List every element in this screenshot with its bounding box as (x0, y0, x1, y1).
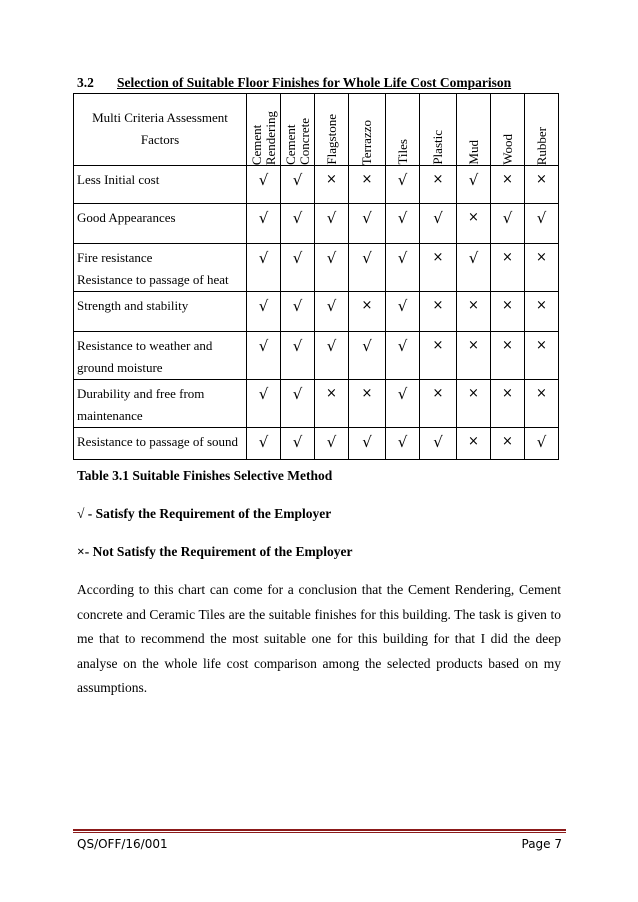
factor-cell (74, 332, 247, 380)
criteria-table (73, 93, 559, 460)
cross-mark: × (457, 204, 491, 244)
table-row (74, 166, 559, 204)
cross-mark: × (491, 244, 525, 292)
check-mark: √ (349, 244, 386, 292)
col-header-wood (491, 94, 525, 166)
factor-cell (74, 428, 247, 460)
cross-mark: × (420, 244, 457, 292)
table-row (74, 428, 559, 460)
cross-mark: × (491, 428, 525, 460)
cross-mark: × (420, 380, 457, 428)
col-text: Rendering (262, 110, 278, 165)
check-mark: √ (247, 166, 281, 204)
cross-mark: × (491, 380, 525, 428)
factor-line: Resistance to passage of sound (77, 434, 239, 449)
cross-mark: × (315, 166, 349, 204)
check-mark: √ (349, 204, 386, 244)
cross-mark: × (525, 166, 559, 204)
col-text: Plastic (430, 130, 445, 165)
footer-rule-thin (73, 832, 566, 833)
col-header-mud (457, 94, 491, 166)
legend-not-satisfy: ×- Not Satisfy the Requirement of the Employer (77, 544, 353, 559)
check-mark: √ (349, 428, 386, 460)
conclusion-paragraph: According to this chart can come for a conclusion that the Cement Rendering, Cement concrete and Ceramic Tiles are the suitable finishes for this building. The task is given to me that to recommend the most suitable one for this building for that I did the deep analyse on the whole life cost comparison among the selected products based on my assumptions. (77, 582, 561, 695)
check-mark: √ (281, 204, 315, 244)
cross-mark: × (491, 332, 525, 380)
check-mark: √ (386, 244, 420, 292)
factor-cell (74, 380, 247, 428)
factor-line: Good Appearances (77, 210, 176, 225)
factor-cell (74, 204, 247, 244)
cross-mark: × (457, 292, 491, 332)
col-text: Mud (465, 140, 481, 165)
col-header-cement-rendering (247, 94, 281, 166)
col-text: Rubber (533, 126, 549, 165)
criteria-table-body (74, 166, 559, 460)
cross-mark: × (420, 332, 457, 380)
col-text: Tiles (394, 139, 410, 165)
factor-line: Less Initial cost (77, 172, 160, 187)
col-text: Cement (282, 124, 298, 165)
factor-line: maintenance (77, 408, 143, 423)
cross-mark: × (315, 380, 349, 428)
factor-line: Fire resistance (77, 250, 153, 265)
factor-cell (74, 244, 247, 292)
cross-mark: × (457, 332, 491, 380)
check-mark: √ (281, 166, 315, 204)
cross-mark: × (525, 244, 559, 292)
factors-header (74, 94, 247, 166)
section-title: Selection of Suitable Floor Finishes for Whole Life Cost Comparison (117, 75, 512, 90)
check-mark: √ (349, 332, 386, 380)
check-mark: √ (281, 244, 315, 292)
check-mark: √ (386, 292, 420, 332)
footer-page-number: Page 7 (521, 837, 562, 851)
factor-line: Resistance to weather and (77, 338, 213, 353)
factors-header-line2: Factors (140, 132, 180, 147)
cross-mark: × (349, 380, 386, 428)
check-mark: √ (386, 166, 420, 204)
col-text: Cement (248, 124, 264, 165)
cross-mark: × (349, 292, 386, 332)
cross-mark: × (525, 332, 559, 380)
col-header-terrazzo (349, 94, 386, 166)
check-mark: √ (281, 428, 315, 460)
table-caption: Table 3.1 Suitable Finishes Selective Method (77, 468, 333, 483)
check-mark: √ (386, 332, 420, 380)
footer-rule-thick (73, 829, 566, 831)
check-mark: √ (457, 166, 491, 204)
factors-header-line1: Multi Criteria Assessment (92, 110, 228, 125)
table-row (74, 380, 559, 428)
cross-mark: × (349, 166, 386, 204)
check-mark: √ (525, 428, 559, 460)
check-mark: √ (315, 428, 349, 460)
check-mark: √ (457, 244, 491, 292)
table-row (74, 292, 559, 332)
check-mark: √ (281, 332, 315, 380)
check-mark: √ (281, 380, 315, 428)
col-text: Flagstone (323, 114, 339, 165)
col-text: Terrazzo (359, 119, 374, 165)
table-row (74, 204, 559, 244)
check-mark: √ (491, 204, 525, 244)
col-header-cement-concrete (281, 94, 315, 166)
cross-mark: × (525, 380, 559, 428)
check-mark: √ (315, 244, 349, 292)
factor-line: Durability and free from (77, 386, 205, 401)
cross-mark: × (525, 292, 559, 332)
col-header-flagstone (315, 94, 349, 166)
section-heading (77, 74, 567, 92)
check-mark: √ (247, 428, 281, 460)
table-header-row (74, 94, 559, 166)
check-mark: √ (525, 204, 559, 244)
factor-line: Resistance to passage of heat (77, 272, 229, 287)
col-header-plastic (420, 94, 457, 166)
section-number: 3.2 (77, 75, 94, 90)
check-mark: √ (386, 428, 420, 460)
check-mark: √ (386, 380, 420, 428)
col-text: Wood (499, 134, 515, 165)
col-text: Concrete (296, 118, 312, 165)
check-mark: √ (247, 292, 281, 332)
table-row (74, 244, 559, 292)
check-mark: √ (281, 292, 315, 332)
check-mark: √ (315, 204, 349, 244)
cross-mark: × (491, 166, 525, 204)
cross-mark: × (420, 166, 457, 204)
cross-mark: × (457, 428, 491, 460)
check-mark: √ (315, 332, 349, 380)
col-header-rubber (525, 94, 559, 166)
check-mark: √ (247, 332, 281, 380)
cross-mark: × (420, 292, 457, 332)
cross-mark: × (491, 292, 525, 332)
factor-line: Strength and stability (77, 298, 189, 313)
factor-cell (74, 292, 247, 332)
check-mark: √ (315, 292, 349, 332)
table-row (74, 332, 559, 380)
check-mark: √ (247, 380, 281, 428)
footer-doc-code: QS/OFF/16/001 (77, 837, 168, 851)
factor-cell (74, 166, 247, 204)
cross-mark: × (457, 380, 491, 428)
factor-line: ground moisture (77, 360, 163, 375)
col-header-tiles (386, 94, 420, 166)
check-mark: √ (420, 204, 457, 244)
check-mark: √ (420, 428, 457, 460)
legend-satisfy: √ - Satisfy the Requirement of the Employer (77, 506, 332, 521)
check-mark: √ (247, 244, 281, 292)
check-mark: √ (386, 204, 420, 244)
check-mark: √ (247, 204, 281, 244)
